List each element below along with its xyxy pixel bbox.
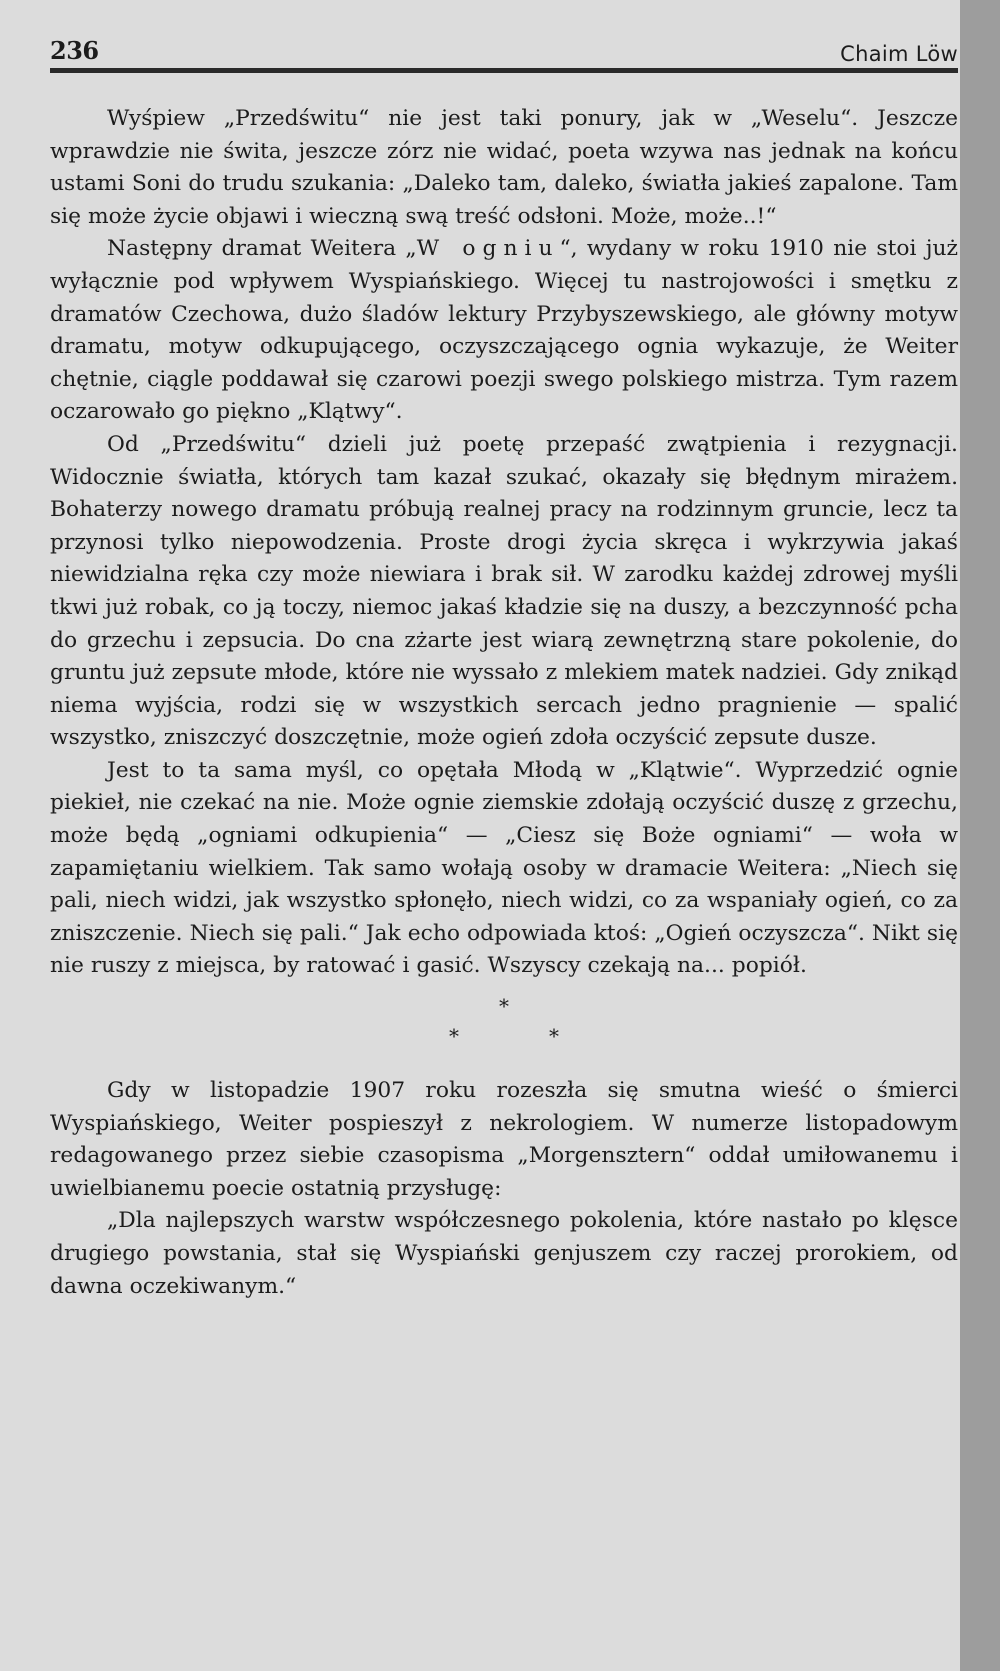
drama-title: W ogniu: [416, 236, 560, 262]
header-rule: [50, 68, 958, 73]
page-number: 236: [50, 36, 99, 65]
paragraph-2: [50, 233, 958, 429]
paragraph-4: Jest to ta sama myśl, co opętała Młodą w „Klątwie“. Wyprzedzić ognie piekieł, nie czekać na nie. Może ognie ziemskie zdołają oczyścić duszę z grzechu, może będą „ogniami odkupienia“ — „Ciesz się Boże ogniami“ — woła w zapamiętaniu wielkiem. Tak samo wołają osoby w dramacie Weitera: „Niech się pali, niech widzi, jak wszystko spłonęło, niech widzi, co za wspaniały ogień, co za zniszczenie. Niech się pali.“ Jak echo odpowiada ktoś: „Ogień oczyszcza“. Nikt się nie ruszy z miejsca, by ratować i gasić. Wszyscy czekają na... popiół.: [50, 757, 958, 979]
paragraph-2-rest: “, wydany w roku 1910 nie stoi już wyłącznie pod wpływem Wyspiańskiego. Więcej tu nastrojowości i smętku z dramatów Czechowa, dużo śladów lektury Przybyszewskiego, ale główny motyw dramatu, motyw odkupującego, oczyszczającego ognia wykazuje, że Weiter chętnie, ciągle poddawał się czarowi poezji swego polskiego mistrza. Tym razem oczarowało go piękno „Klątwy“.: [50, 236, 958, 425]
paragraph-1: Wyśpiew „Przedświtu“ nie jest taki ponury, jak w „Weselu“. Jeszcze wprawdzie nie świta, jeszcze zórz nie widać, poeta wzywa nas jednak na końcu ustami Soni do trudu szukania: „Daleko tam, daleko, światła jakieś zapalone. Tam się może życie objawi i wieczną swą treść odsłoni. Może, może..!“: [50, 106, 958, 229]
running-head: Chaim Löw: [840, 42, 958, 66]
asterisk-left: *: [449, 1024, 459, 1049]
asterism-bottom: [50, 1021, 958, 1051]
paragraph-3: Od „Przedświtu“ dzieli już poetę przepaść zwątpienia i rezygnacji. Widocznie światła, których tam kazał szukać, okazały się błędnym mirażem. Bohaterzy nowego dramatu próbują realnej pracy na rodzinnym gruncie, lecz ta przynosi tylko niepowodzenia. Proste drogi życia skręca i wykrzywia jakaś niewidzialna ręka czy może niewiara i brak sił. W zarodku każdej zdrowej myśli tkwi już robak, co ją toczy, niemoc jakaś kładzie się na duszy, a bezczynność pcha do grzechu i zepsucia. Do cna zżarte jest wiarą zewnętrzną stare pokolenie, do gruntu już zepsute młode, które nie wyssało z mlekiem matek nadziei. Gdy znikąd niema wyjścia, rodzi się w wszystkich sercach jedno pragnienie — spalić wszystko, zniszczyć doszczętnie, może ogień zdoła oczyścić zepsute dusze.: [50, 431, 958, 751]
asterisk-right: *: [549, 1024, 559, 1049]
paragraph-2-start: Następny dramat Weitera „: [107, 236, 417, 262]
asterism-top: [50, 991, 958, 1021]
paragraph-5: Gdy w listopadzie 1907 roku rozeszła się smutna wieść o śmierci Wyspiańskiego, Weiter pospieszył z nekrologiem. W numerze listopadowym redagowanego przez siebie czasopisma „Morgensztern“ oddał umiłowanemu i uwielbianemu poecie ostatnią przysługę:: [50, 1078, 958, 1201]
asterisk-top: *: [499, 994, 509, 1019]
page-header: [50, 36, 958, 68]
paragraph-6: „Dla najlepszych warstw współczesnego pokolenia, które nastało po klęsce drugiego powstania, stał się Wyspiański genjuszem czy raczej prorokiem, od dawna oczekiwanym.“: [50, 1208, 958, 1299]
body-text: [50, 103, 958, 1303]
